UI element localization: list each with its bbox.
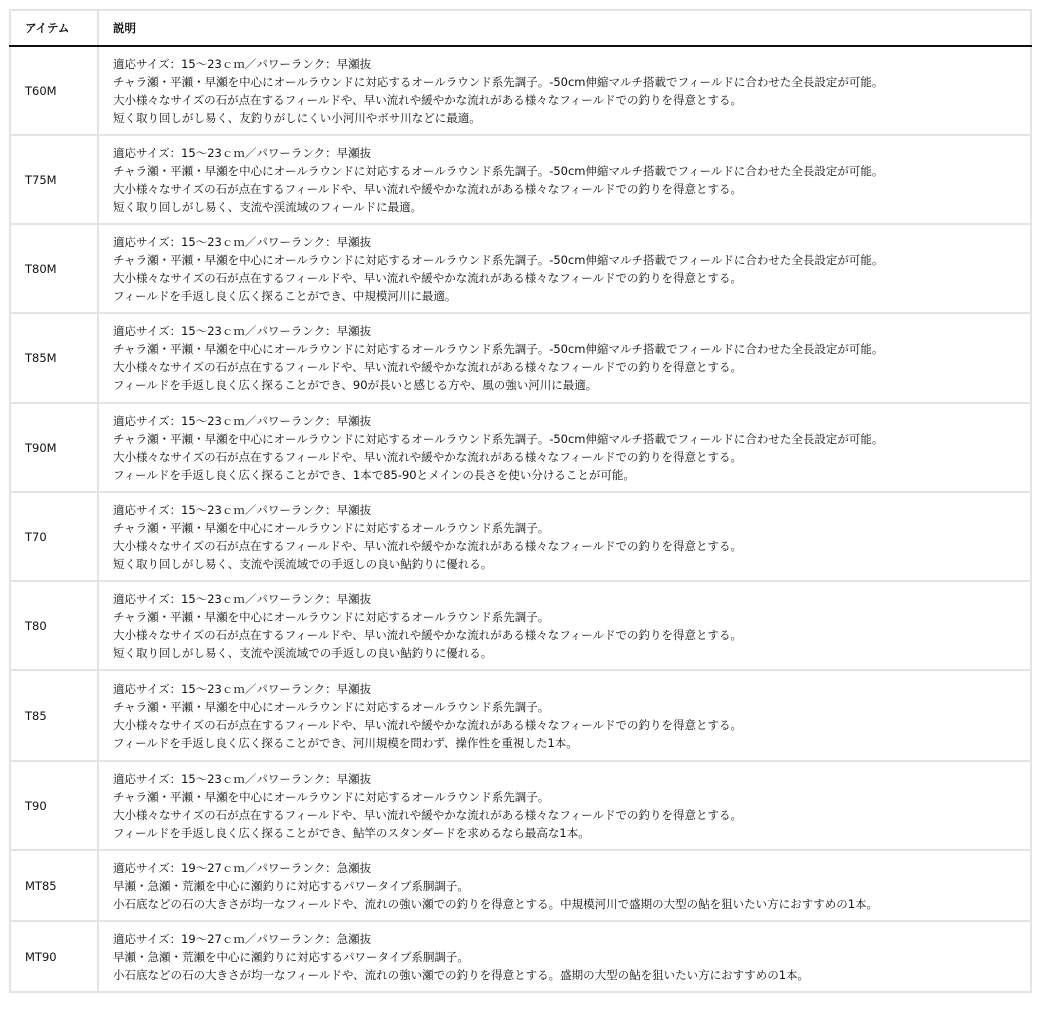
item-cell: T90 xyxy=(10,761,98,850)
description-cell xyxy=(98,46,1031,135)
description-cell xyxy=(98,850,1031,921)
item-cell: MT85 xyxy=(10,850,98,921)
column-header-item: アイテム xyxy=(10,10,98,46)
header-row xyxy=(10,10,1031,46)
description-line: 短く取り回しがし易く、友釣りがしにくい小河川やボサ川などに最適。 xyxy=(113,110,481,125)
item-cell: T85 xyxy=(10,670,98,761)
description-line: 大小様々なサイズの石が点在するフィールドや、早い流れや緩やかな流れがある様々なフィールドでの釣りを得意とする。 xyxy=(113,449,743,464)
table-row xyxy=(10,581,1031,670)
description-line: 小石底などの石の大きさが均一なフィールドや、流れの強い瀬での釣りを得意とする。盛期の大型の鮎を狙いたい方におすすめの1本。 xyxy=(113,967,810,982)
description-line: チャラ瀬・平瀬・早瀬を中心にオールラウンドに対応するオールラウンド系先調子。 xyxy=(113,789,550,804)
description-line: フィールドを手返し良く広く探ることができ、鮎竿のスタンダードを求めるなら最高な1本。 xyxy=(113,825,590,840)
description-line: チャラ瀬・平瀬・早瀬を中心にオールラウンドに対応するオールラウンド系先調子。-50cm伸縮マルチ搭載でフィールドに合わせた全長設定が可能。 xyxy=(113,252,884,267)
description-line: 大小様々なサイズの石が点在するフィールドや、早い流れや緩やかな流れがある様々なフィールドでの釣りを得意とする。 xyxy=(113,181,743,196)
description-line: 早瀬・急瀬・荒瀬を中心に瀬釣りに対応するパワータイプ系胴調子。 xyxy=(113,878,469,893)
description-line: 短く取り回しがし易く、支流や渓流域のフィールドに最適。 xyxy=(113,199,423,214)
description-line: チャラ瀬・平瀬・早瀬を中心にオールラウンドに対応するオールラウンド系先調子。 xyxy=(113,699,550,714)
table-row xyxy=(10,135,1031,224)
description-line: 大小様々なサイズの石が点在するフィールドや、早い流れや緩やかな流れがある様々なフィールドでの釣りを得意とする。 xyxy=(113,360,743,374)
item-cell: T70 xyxy=(10,492,98,581)
description-line: 適応サイズ：15〜23ｃｍ／パワーランク：早瀬抜 xyxy=(113,234,372,249)
table-row xyxy=(10,403,1031,492)
description-line: 適応サイズ：15〜23ｃｍ／パワーランク：早瀬抜 xyxy=(113,413,372,428)
description-line: 大小様々なサイズの石が点在するフィールドや、早い流れや緩やかな流れがある様々なフィールドでの釣りを得意とする。 xyxy=(113,627,743,642)
description-cell xyxy=(98,224,1031,313)
description-line: 適応サイズ：15〜23ｃｍ／パワーランク：早瀬抜 xyxy=(113,502,372,517)
description-cell xyxy=(98,921,1031,992)
description-line: フィールドを手返し良く広く探ることができ、中規模河川に最適。 xyxy=(113,288,457,303)
item-cell: T60M xyxy=(10,46,98,135)
description-cell xyxy=(98,761,1031,850)
description-line: 適応サイズ：15〜23ｃｍ／パワーランク：早瀬抜 xyxy=(113,591,372,606)
item-cell: T75M xyxy=(10,135,98,224)
description-line: 適応サイズ：15〜23ｃｍ／パワーランク：早瀬抜 xyxy=(113,324,372,338)
description-line: 大小様々なサイズの石が点在するフィールドや、早い流れや緩やかな流れがある様々なフィールドでの釣りを得意とする。 xyxy=(113,717,743,732)
description-cell xyxy=(98,313,1031,403)
description-line: 適応サイズ：19〜27ｃｍ／パワーランク：急瀬抜 xyxy=(113,860,372,875)
item-cell: T85M xyxy=(10,313,98,403)
table-body xyxy=(10,46,1031,992)
description-line: 早瀬・急瀬・荒瀬を中心に瀬釣りに対応するパワータイプ系胴調子。 xyxy=(113,949,469,964)
table-row xyxy=(10,313,1031,403)
description-line: 大小様々なサイズの石が点在するフィールドや、早い流れや緩やかな流れがある様々なフィールドでの釣りを得意とする。 xyxy=(113,270,743,285)
spec-table xyxy=(9,9,1032,993)
description-line: 短く取り回しがし易く、支流や渓流域での手返しの良い鮎釣りに優れる。 xyxy=(113,645,493,660)
description-line: 大小様々なサイズの石が点在するフィールドや、早い流れや緩やかな流れがある様々なフィールドでの釣りを得意とする。 xyxy=(113,807,743,822)
description-line: 適応サイズ：15〜23ｃｍ／パワーランク：早瀬抜 xyxy=(113,56,372,71)
column-header-description: 説明 xyxy=(98,10,1031,46)
description-cell xyxy=(98,492,1031,581)
description-line: 大小様々なサイズの石が点在するフィールドや、早い流れや緩やかな流れがある様々なフィールドでの釣りを得意とする。 xyxy=(113,538,743,553)
table-row xyxy=(10,850,1031,921)
description-line: チャラ瀬・平瀬・早瀬を中心にオールラウンドに対応するオールラウンド系先調子。-50cm伸縮マルチ搭載でフィールドに合わせた全長設定が可能。 xyxy=(113,342,884,356)
table-row xyxy=(10,921,1031,992)
description-line: フィールドを手返し良く広く探ることができ、河川規模を問わず、操作性を重視した1本。 xyxy=(113,735,578,750)
table-row xyxy=(10,224,1031,313)
table-header xyxy=(10,10,1031,46)
description-cell xyxy=(98,581,1031,670)
description-line: チャラ瀬・平瀬・早瀬を中心にオールラウンドに対応するオールラウンド系先調子。 xyxy=(113,609,550,624)
description-line: フィールドを手返し良く広く探ることができ、90が長いと感じる方や、風の強い河川に最適。 xyxy=(113,378,598,392)
table-row xyxy=(10,46,1031,135)
description-line: チャラ瀬・平瀬・早瀬を中心にオールラウンドに対応するオールラウンド系先調子。-50cm伸縮マルチ搭載でフィールドに合わせた全長設定が可能。 xyxy=(113,163,884,178)
table-row xyxy=(10,761,1031,850)
description-line: 短く取り回しがし易く、支流や渓流域での手返しの良い鮎釣りに優れる。 xyxy=(113,556,493,571)
description-line: 適応サイズ：15〜23ｃｍ／パワーランク：早瀬抜 xyxy=(113,771,372,786)
description-line: 適応サイズ：15〜23ｃｍ／パワーランク：早瀬抜 xyxy=(113,681,372,696)
description-cell xyxy=(98,403,1031,492)
description-line: 適応サイズ：19〜27ｃｍ／パワーランク：急瀬抜 xyxy=(113,931,372,946)
table-row xyxy=(10,492,1031,581)
description-cell xyxy=(98,135,1031,224)
description-line: チャラ瀬・平瀬・早瀬を中心にオールラウンドに対応するオールラウンド系先調子。-50cm伸縮マルチ搭載でフィールドに合わせた全長設定が可能。 xyxy=(113,431,884,446)
description-cell xyxy=(98,670,1031,761)
item-cell: T90M xyxy=(10,403,98,492)
description-line: 大小様々なサイズの石が点在するフィールドや、早い流れや緩やかな流れがある様々なフィールドでの釣りを得意とする。 xyxy=(113,92,743,107)
item-cell: MT90 xyxy=(10,921,98,992)
description-line: フィールドを手返し良く広く探ることができ、1本で85-90とメインの長さを使い分けることが可能。 xyxy=(113,467,635,482)
description-line: チャラ瀬・平瀬・早瀬を中心にオールラウンドに対応するオールラウンド系先調子。 xyxy=(113,520,550,535)
table-row xyxy=(10,670,1031,761)
item-cell: T80M xyxy=(10,224,98,313)
description-line: 適応サイズ：15〜23ｃｍ／パワーランク：早瀬抜 xyxy=(113,145,372,160)
item-cell: T80 xyxy=(10,581,98,670)
description-line: 小石底などの石の大きさが均一なフィールドや、流れの強い瀬での釣りを得意とする。中規模河川で盛期の大型の鮎を狙いたい方におすすめの1本。 xyxy=(113,896,879,911)
description-line: チャラ瀬・平瀬・早瀬を中心にオールラウンドに対応するオールラウンド系先調子。-50cm伸縮マルチ搭載でフィールドに合わせた全長設定が可能。 xyxy=(113,74,884,89)
